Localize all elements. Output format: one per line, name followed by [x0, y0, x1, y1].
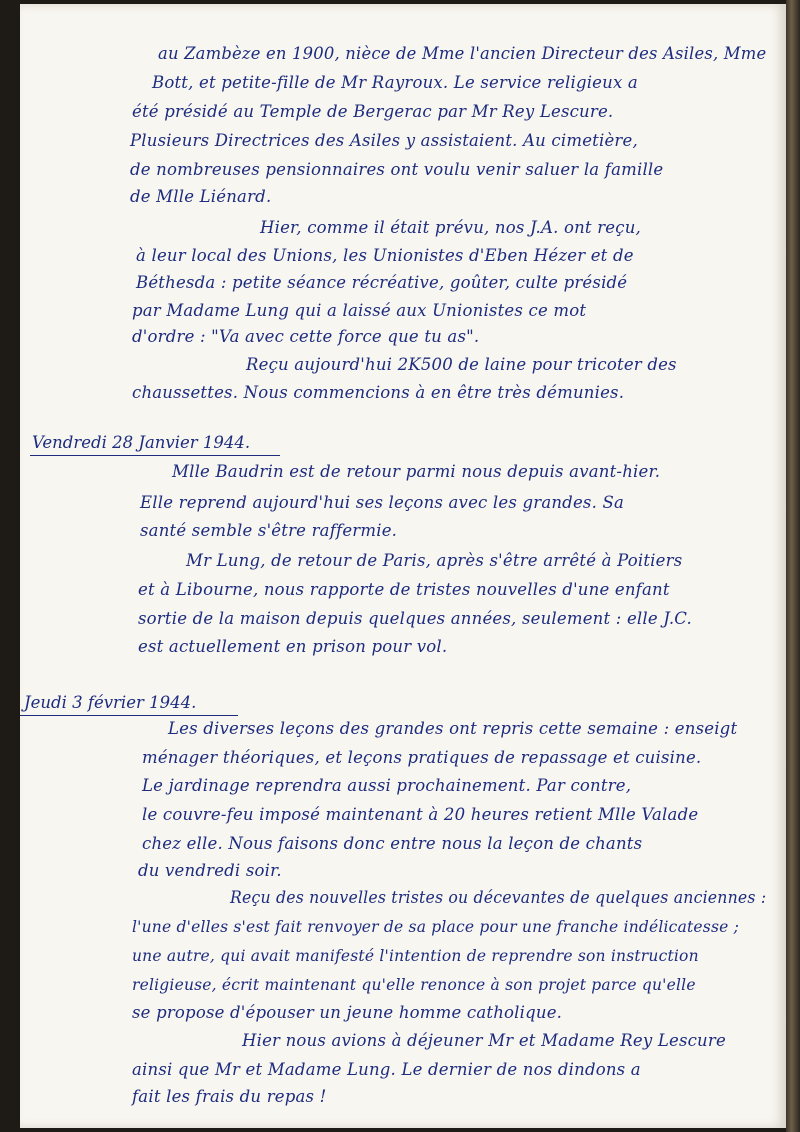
text-line: Les diverses leçons des grandes ont repris cette semaine : enseigt — [168, 719, 738, 738]
text-line: se propose d'épouser un jeune homme catholique. — [132, 1003, 563, 1022]
text-line: du vendredi soir. — [138, 861, 282, 880]
heading-underline — [20, 715, 238, 716]
text-line: ménager théoriques, et leçons pratiques de repassage et cuisine. — [142, 748, 702, 767]
text-line: l'une d'elles s'est fait renvoyer de sa place pour une franche indélicatesse ; — [132, 918, 740, 936]
heading-underline — [30, 455, 280, 456]
text-line: Reçu aujourd'hui 2K500 de laine pour tricoter des — [246, 355, 677, 374]
text-line: Mr Lung, de retour de Paris, après s'être arrêté à Poitiers — [186, 551, 683, 570]
text-line: Mlle Baudrin est de retour parmi nous depuis avant-hier. — [172, 462, 661, 481]
text-line: chez elle. Nous faisons donc entre nous la leçon de chants — [142, 834, 643, 853]
book-edge — [786, 0, 800, 1132]
text-line: une autre, qui avait manifesté l'intention de reprendre son instruction — [132, 947, 699, 965]
text-line: au Zambèze en 1900, nièce de Mme l'ancien Directeur des Asiles, Mme — [158, 44, 767, 63]
text-line: été présidé au Temple de Bergerac par Mr Rey Lescure. — [132, 102, 614, 121]
text-line: d'ordre : "Va avec cette force que tu as". — [132, 327, 480, 346]
text-line: le couvre-feu imposé maintenant à 20 heures retient Mlle Valade — [142, 805, 699, 824]
text-line: est actuellement en prison pour vol. — [138, 637, 448, 656]
text-line: et à Libourne, nous rapporte de tristes nouvelles d'une enfant — [138, 580, 670, 599]
text-line: Elle reprend aujourd'hui ses leçons avec les grandes. Sa — [140, 493, 625, 512]
text-line: par Madame Lung qui a laissé aux Unionistes ce mot — [132, 301, 587, 320]
text-line: de nombreuses pensionnaires ont voulu venir saluer la famille — [130, 160, 664, 179]
text-line: Le jardinage reprendra aussi prochainement. Par contre, — [142, 776, 632, 795]
journal-page — [20, 4, 786, 1128]
text-line: de Mlle Liénard. — [130, 187, 272, 206]
text-line: ainsi que Mr et Madame Lung. Le dernier de nos dindons a — [132, 1060, 641, 1079]
text-line: à leur local des Unions, les Unionistes d'Eben Hézer et de — [136, 246, 634, 265]
text-line: Béthesda : petite séance récréative, goûter, culte présidé — [136, 273, 628, 292]
text-line: chaussettes. Nous commencions à en être très démunies. — [132, 383, 625, 402]
text-line: Bott, et petite-fille de Mr Rayroux. Le service religieux a — [152, 73, 638, 92]
text-line: fait les frais du repas ! — [132, 1087, 327, 1106]
entry-date-heading: Vendredi 28 Janvier 1944. — [32, 433, 251, 452]
text-line: religieuse, écrit maintenant qu'elle renonce à son projet parce qu'elle — [132, 976, 696, 994]
text-line: santé semble s'être raffermie. — [140, 521, 398, 540]
text-line: sortie de la maison depuis quelques années, seulement : elle J.C. — [138, 609, 692, 628]
text-line: Hier nous avions à déjeuner Mr et Madame Rey Lescure — [242, 1031, 726, 1050]
text-line: Reçu des nouvelles tristes ou décevantes de quelques anciennes : — [230, 888, 767, 907]
text-line: Plusieurs Directrices des Asiles y assistaient. Au cimetière, — [130, 131, 638, 150]
text-line: Hier, comme il était prévu, nos J.A. ont reçu, — [260, 218, 641, 237]
entry-date-heading: Jeudi 3 février 1944. — [24, 693, 197, 712]
